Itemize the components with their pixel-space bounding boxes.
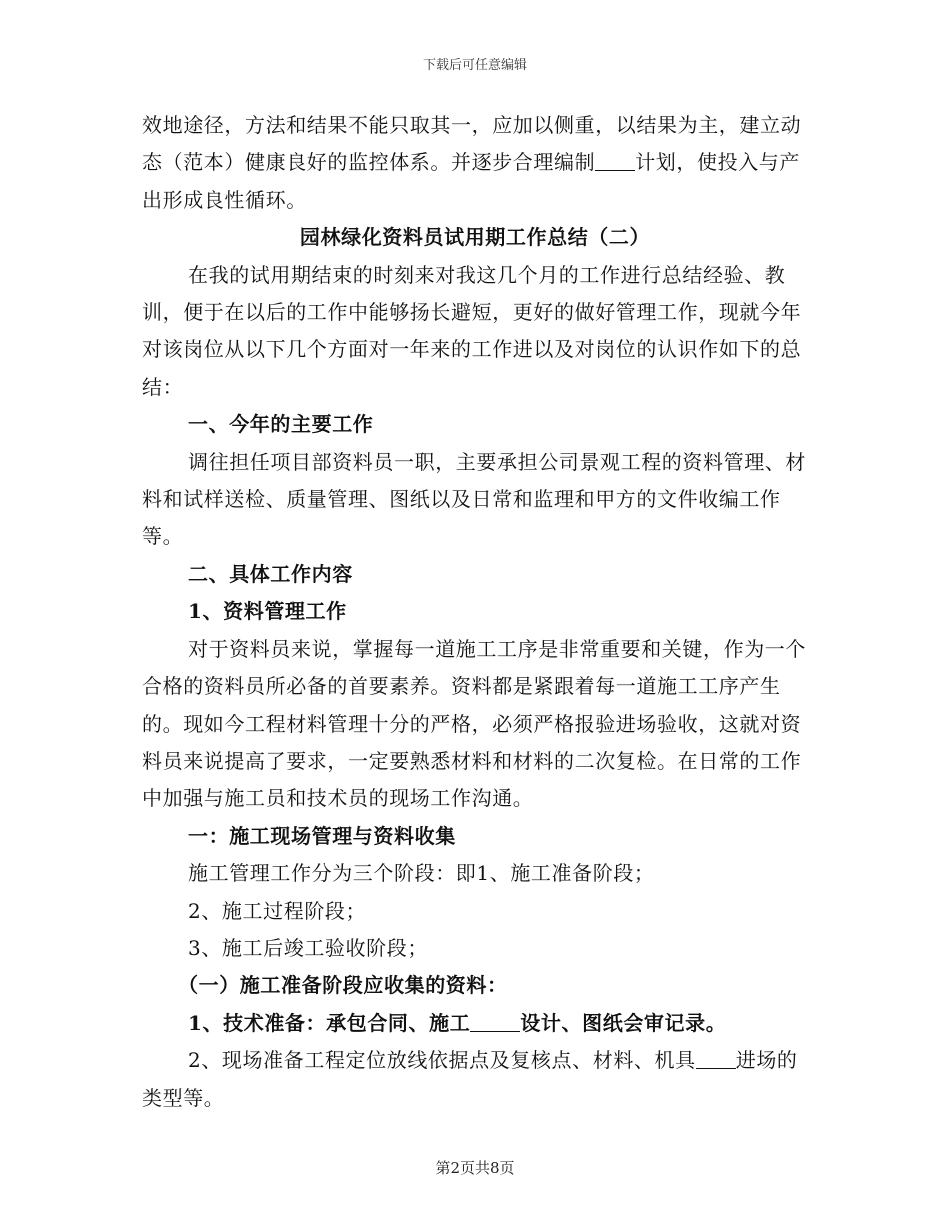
document-title: 园林绿化资料员试用期工作总结（二）	[299, 225, 651, 250]
blank-underline	[470, 1011, 520, 1032]
subsection-heading-1: 1、资料管理工作	[188, 599, 347, 624]
main-work-paragraph: 调往担任项目部资料员一职，主要承担公司景观工程的资料管理、材料和试样送检、质量管理、图纸以及日常和监理和甲方的文件收编工作等。	[142, 449, 806, 549]
paragraph-continuation	[142, 107, 808, 219]
data-management-paragraph: 对于资料员来说，掌握每一道施工工序是非常重要和关键，作为一个合格的资料员所必备的首要素养。资料都是紧跟着每一道施工工序产生的。现如今工程材料管理十分的严格，必须严格报验进场验收，这就对资料员来说提高了要求，一定要熟悉材料和材料的二次复检。在日常的工作中加强与施工员和技术员的现场工作沟通。	[142, 636, 806, 811]
paragraph-text: 效地途径，方法和结果不能只取其一，应加以侧重，以结果为主，建立动态（范本）健康良好的监控体系。并逐步合理编制	[142, 113, 802, 175]
paragraph-text: 2、现场准备工程定位放线依据点及复核点、材料、机具	[188, 1048, 696, 1073]
preparation-heading: （一）施工准备阶段应收集的资料：	[178, 973, 508, 998]
site-preparation-paragraph	[142, 1042, 808, 1117]
stage-3-line: 3、施工后竣工验收阶段；	[188, 935, 428, 960]
section-heading-1: 一、今年的主要工作	[188, 412, 374, 437]
site-management-heading: 一：施工现场管理与资料收集	[188, 823, 456, 848]
intro-paragraph: 在我的试用期结束的时刻来对我这几个月的工作进行总结经验、教训，便于在以后的工作中能够扬长避短，更好的做好管理工作，现就今年对该岗位从以下几个方面对一年来的工作进以及对岗位的认识作如下的总结：	[142, 262, 802, 399]
section-heading-2: 二、具体工作内容	[188, 561, 353, 586]
blank-underline	[696, 1048, 736, 1069]
paragraph-text: 设计、图纸会审记录。	[520, 1010, 727, 1035]
stage-2-line: 2、施工过程阶段；	[188, 898, 367, 923]
stages-paragraph: 施工管理工作分为三个阶段：即1、施工准备阶段；	[188, 861, 655, 886]
technical-preparation-line	[142, 1005, 808, 1042]
page-header: 下载后可任意编辑	[422, 58, 527, 73]
page-footer: 第2页共8页	[435, 1159, 515, 1177]
blank-underline	[595, 150, 635, 171]
paragraph-text: 计划，使投入与产出形成良性循环。	[142, 150, 801, 212]
paragraph-text: 1、技术准备：承包合同、施工	[188, 1010, 471, 1035]
paragraph-text: 进场的类型等。	[142, 1048, 798, 1110]
document-body	[142, 107, 808, 1117]
